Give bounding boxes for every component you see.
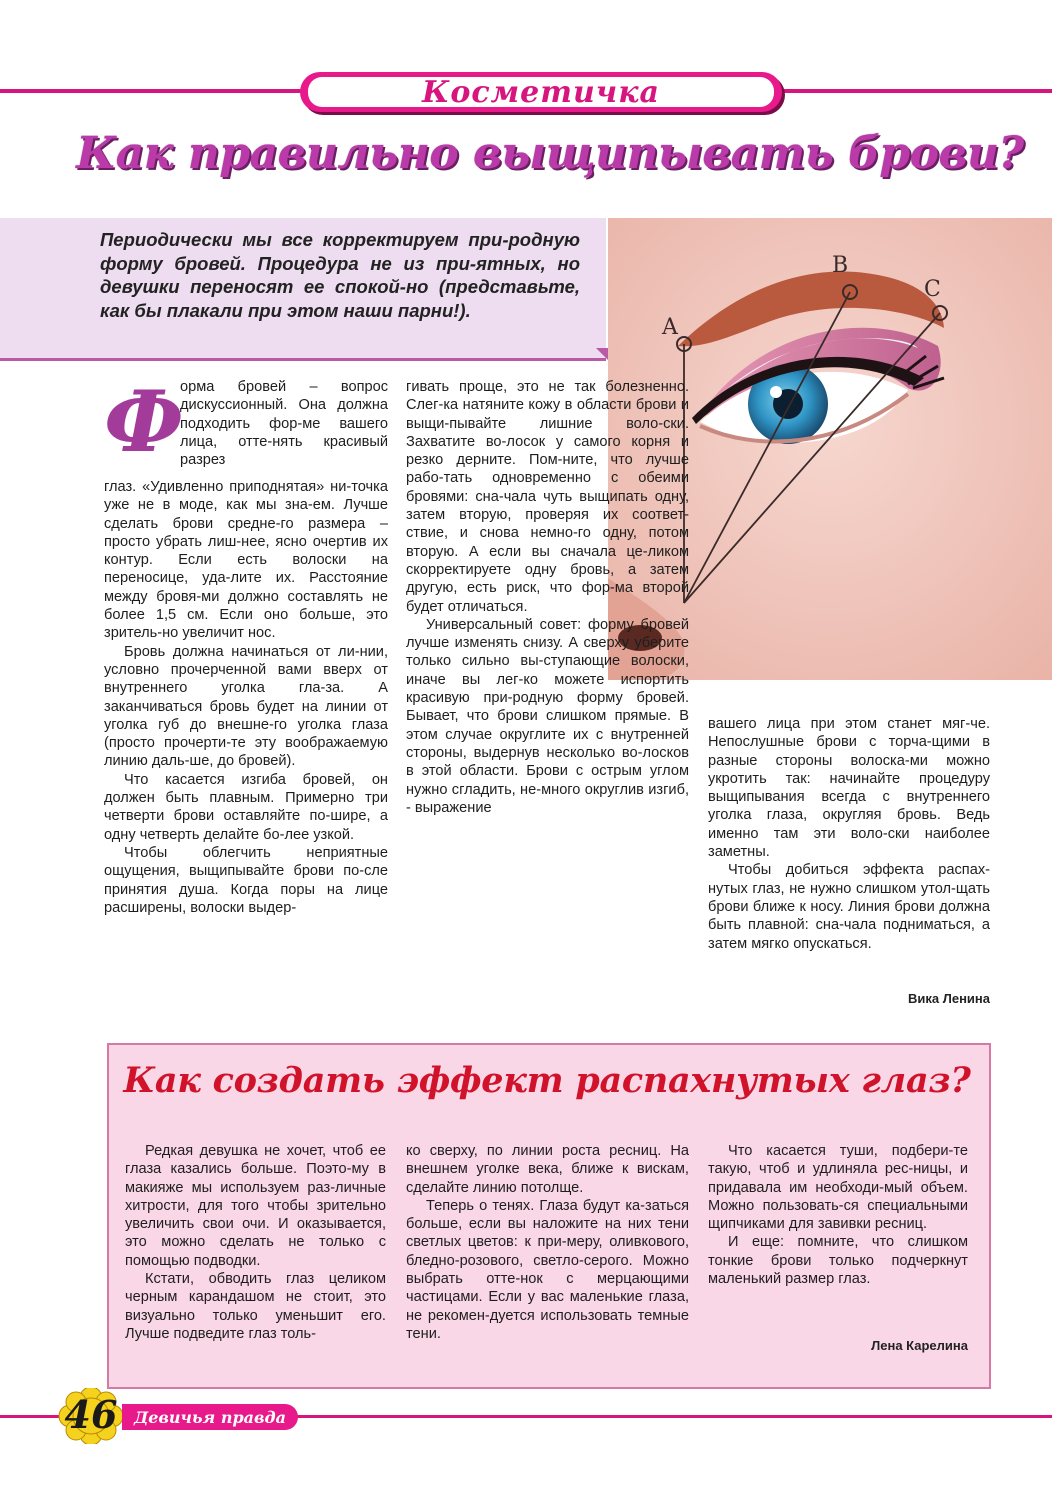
lead-text: Периодически мы все корректируем при-родную форму бровей. Процедура не из при-ятных, но девушки переносят ее спокой-но (представьте, как бы плакали при этом наши парни!). xyxy=(100,229,580,321)
paragraph: глаз. «Удивленно приподнятая» ни-точка уже не в моде, как мы зна-ем. Лучше сделать брови средне-го размера – просто убрать лиш-нее, ясно очертив их контур. Если есть волоски на переносице, уда-лите их. Расстояние между бровя-ми должно составлять не более 1,5 см. Если оно больше, это зритель-но увеличит нос. xyxy=(104,479,388,642)
paragraph: Чтобы облегчить неприятные ощущения, выщипывайте брови по-сле принятия душа. Когда поры на лице расширены, волоски выдер- xyxy=(104,844,388,916)
article1-byline: Вика Ленина xyxy=(907,991,990,1006)
paragraph: орма бровей – вопрос дискуссионный. Она должна подходить фор-ме вашего лица, отте-нять красивый разрез xyxy=(180,379,388,469)
article2-column1 xyxy=(125,1142,386,1343)
paragraph: вашего лица при этом станет мяг-че. Непослушные брови с торча-щими в разные стороны волоска-ми можно укротить так: начинайте процедуру выщипывания всегда с внутреннего уголка глаза, округляя бровь. Ведь именно там эти воло-ски наиболее заметны. xyxy=(708,716,990,861)
article1-column3 xyxy=(708,715,990,953)
paragraph: И еще: помните, что слишком тонкие брови только подчеркнут маленький размер глаз. xyxy=(708,1234,968,1288)
paragraph: ко сверху, по линии роста ресниц. На внешнем уголке века, ближе к вискам, сделайте линию потолще. xyxy=(406,1143,689,1196)
lead-panel-corner xyxy=(596,348,608,360)
paragraph: Редкая девушка не хочет, чтоб ее глаза казались больше. Поэто-му в макияже мы используем раз-личные хитрости, для того чтобы зрительно увеличить свои очи. И оказывается, это можно сделать не только с помощью подводки. xyxy=(125,1143,386,1269)
paragraph: Что касается изгиба бровей, он должен быть плавным. Примерно три четверти брови оставляйте по-шире, а одну четверть делайте бо-лее узкой. xyxy=(104,771,388,843)
drop-cap: Ф xyxy=(104,372,184,471)
rubric-label: Косметичка xyxy=(422,74,660,110)
point-label-a: A xyxy=(662,315,678,340)
magazine-name: Девичья правда xyxy=(133,1407,287,1427)
paragraph: Кстати, обводить глаз целиком черным карандашом не стоит, это визуально только уменьшит его. Лучше подведите глаз толь- xyxy=(125,1271,386,1342)
article-title: Как правильно выщипывать брови? xyxy=(76,128,1024,179)
magazine-name-badge xyxy=(122,1404,298,1430)
article1-column1 xyxy=(104,478,388,917)
article1-column2 xyxy=(406,378,689,817)
rubric-badge xyxy=(300,72,782,112)
paragraph: Универсальный совет: форму бровей лучше изменять снизу. А сверху уберите только сильно вы-ступающие волоски, иначе вы лег-ко можете испортить красивую при-родную форму бровей. Бывает, что брови слишком прямые. В этом случае округлите их с внутренней стороны, выдернув несколько во-лосков в этой области. Брови с острым углом нужно сгладить, не-много округлив изгиб, - выражение xyxy=(406,616,689,816)
paragraph: Чтобы добиться эффекта распах-нутых глаз, не нужно слишком утол-щать брови ближе к носу. Линия брови должна быть плавной: сна-чала подниматься, а затем мягко опускаться. xyxy=(708,862,990,952)
point-label-b: B xyxy=(832,253,849,278)
paragraph: Теперь о тенях. Глаза будут ка-заться больше, если вы наложите на них тени светлых цветов: к при-меру, оливкового, бледно-розового, светло-серого. Можно выбрать отте-нок с мерцающими частицами. Если у вас маленькие глаза, не рекомен-дуется использовать темные тени. xyxy=(406,1197,689,1342)
article2-title: Как создать эффект распахнутых глаз? xyxy=(123,1060,971,1101)
paragraph: Бровь должна начинаться от ли-нии, условно прочерченной вами вверх от внутреннего уголка гла-за. А заканчиваться бровь будет на линии от уголка губ до внешне-го уголка глаза (просто прочерти-те эту воображаемую линию даль-ше, до бровей). xyxy=(104,643,388,770)
paragraph: гивать проще, это не так болезненно. Слег-ка натяните кожу в области брови и выщи-пывайте лишние воло-ски. Захватите во-лосок у самого корня и резко дерните. Пом-ните, что лучше рабо-тать одновременно с обеими бровями: сна-чала чуть выщипать одну, затем вторую, проверяя их соответ-ствие, и снова немно-го одну, потом вторую. А если вы сначала це-ликом скорректируете одну бровь, а затем другую, есть риск, что фор-ма второй будет отличаться. xyxy=(406,379,689,615)
point-label-c: C xyxy=(924,277,941,302)
article2-column2 xyxy=(406,1142,689,1343)
article1-column1-head xyxy=(180,378,388,469)
article2-column3 xyxy=(708,1142,968,1288)
page-number: 46 xyxy=(64,1392,118,1437)
article2-byline: Лена Карелина xyxy=(871,1338,968,1353)
paragraph: Что касается туши, подбери-те такую, чтоб и удлиняла рес-ницы, и придавала им необходи-мый объем. Можно пользовать-ся специальными щипчиками для завивки ресниц. xyxy=(708,1143,968,1233)
